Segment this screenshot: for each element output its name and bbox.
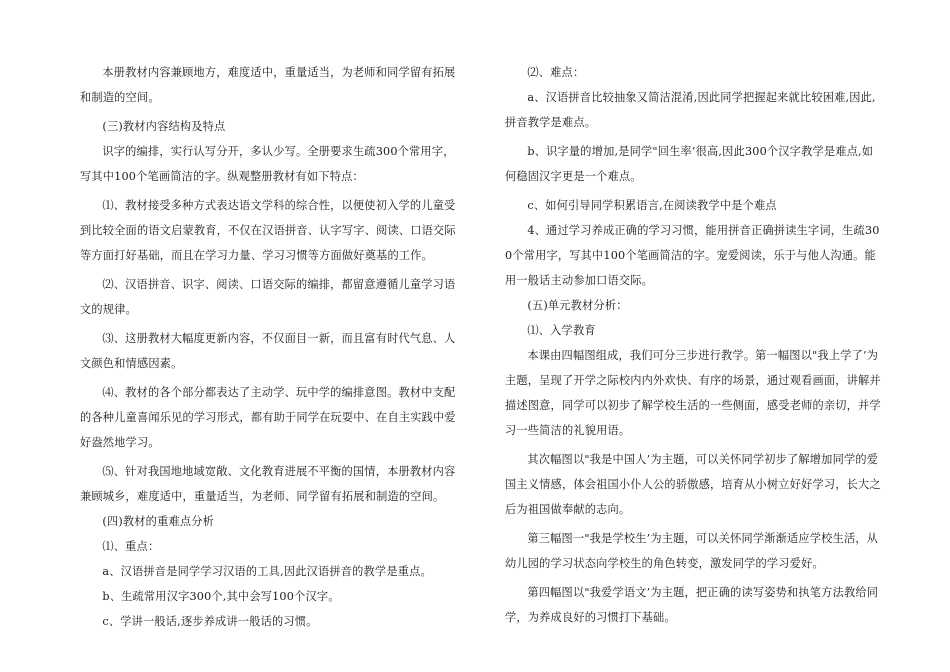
paragraph: 其次幅图以"我是中国人’为主题，可以关怀同学初步了解增加同学的爱国主义情感，体会祖国小仆人公的骄傲感，培育从小树立好好学习，长大之后为祖国做奉献的志向。 <box>505 453 881 516</box>
paragraph: c、如何引导同学积累语言,在阅读教学中是个难点 <box>527 199 777 212</box>
paragraph: (五)单元教材分析： <box>527 299 628 312</box>
paragraph: ⑴、教材接受多种方式表达语文学科的综合性，以便使初入学的儿童受到比较全面的语文启蒙教育，不仅在汉语拼音、认字写字、阅读、口语交际等方面打好基础，而且在学习力量、学习习惯等方面做好奠基的工作。 <box>80 199 456 262</box>
paragraph: ⑴、重点： <box>102 540 160 553</box>
paragraph: 第四幅图以"我爱学语文’为主题，把正确的读写姿势和执笔方法教给同学，为养成良好的习惯打下基础。 <box>505 586 879 624</box>
right-column <box>505 60 883 630</box>
paragraph: ⑵、难点： <box>527 66 585 79</box>
paragraph: 4、通过学习养成正确的学习习惯，能用拼音正确拼读生字词，生疏300个常用字，写其中100个笔画简洁的字。宠爱阅读，乐于与他人沟通。能用一般话主动参加口语交际。 <box>505 224 880 287</box>
paragraph: ⑶、这册教材大幅度更新内容，不仅面目一新，而且富有时代气息、人文颜色和情感因素。 <box>80 332 456 370</box>
left-column <box>80 60 458 634</box>
paragraph: b、生疏常用汉字300个,其中会写100个汉字。 <box>102 590 340 603</box>
paragraph: ⑸、针对我国地地域宽敞、文化教育进展不平衡的国情，本册教材内容兼顾城乡，难度适中，重量适当，为老师、同学留有拓展和制造的空间。 <box>80 465 456 503</box>
paragraph: ⑵、汉语拼音、识字、阅读、口语交际的编排，都留意遵循儿童学习语文的规律。 <box>80 278 456 316</box>
paragraph: 本课由四幅图组成，我们可分三步进行教学。第一幅图以"我上学了’为主题，呈现了开学之际校内内外欢快、有序的场景，通过观看画面，讲解并描述图意，同学可以初步了解学校生活的一些侧面，感受老师的亲切，并学习一些简洁的礼貌用语。 <box>505 349 881 437</box>
paragraph: b、识字量的增加,是同学"回生率’很高,因此300个汉字教学是难点,如何稳固汉字更是一个难点。 <box>505 145 874 183</box>
paragraph: (三)教材内容结构及特点 <box>102 120 226 133</box>
paragraph: ⑷、教材的各个部分都表达了主动学、玩中学的编排意图。教材中支配的各种儿童喜闻乐见的学习形式，都有助于同学在玩耍中、在自主实践中爱好盎然地学习。 <box>80 386 456 449</box>
paragraph: 第三幅图一"我是学校生’为主题，可以关怀同学渐渐适应学校生活，从幼儿园的学习状态向学校生的角色转变，激发同学的学习爱好。 <box>505 532 879 570</box>
paragraph: a、汉语拼音是同学学习汉语的工具,因此汉语拼音的教学是重点。 <box>102 565 432 578</box>
paragraph: a、汉语拼音比较抽象又简洁混淆,因此同学把握起来就比较困难,因此,拼音教学是难点。 <box>505 91 876 129</box>
paragraph: ⑴、入学教育 <box>527 324 596 337</box>
paragraph: 识字的编排，实行认写分开，多认少写。全册要求生疏300个常用字，写其中100个笔画简洁的字。纵观整册教材有如下特点： <box>80 145 455 183</box>
paragraph: c、学讲一般话,逐步养成讲一般话的习惯。 <box>102 615 318 628</box>
paragraph: 本册教材内容兼顾地方，难度适中，重量适当，为老师和同学留有拓展和制造的空间。 <box>80 66 456 104</box>
paragraph: (四)教材的重难点分析 <box>102 515 215 528</box>
